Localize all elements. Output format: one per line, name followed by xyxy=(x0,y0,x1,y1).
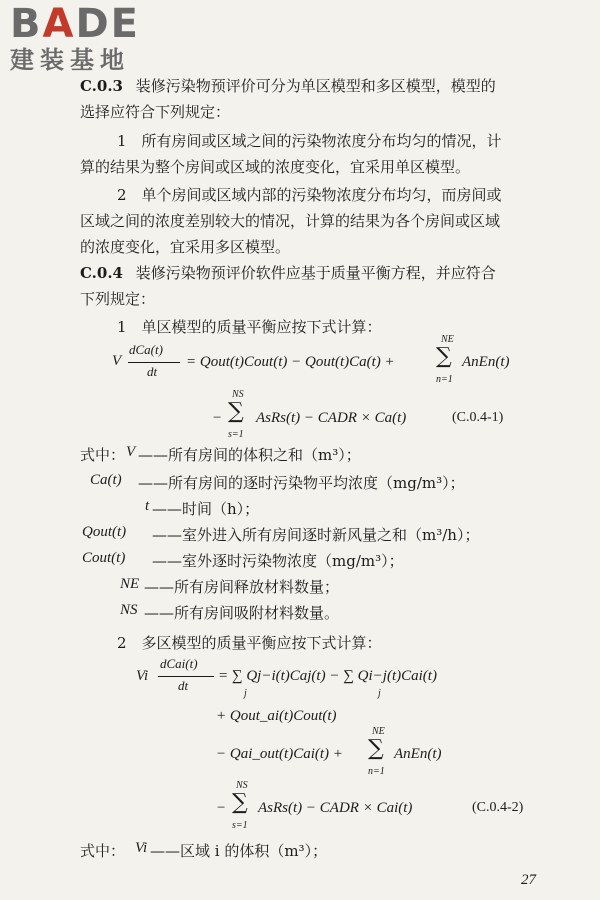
item1-line1: 1 所有房间或区域之间的污染物浓度分布均匀的情况，计 xyxy=(117,132,502,150)
para-c004 xyxy=(80,262,496,284)
eq2-sum-top: NE xyxy=(372,726,385,737)
clause-number: C.0.4 xyxy=(80,264,123,282)
sub1-heading: 1 单区模型的质量平衡应按下式计算： xyxy=(117,318,382,336)
definition: ——所有房间释放材料数量； xyxy=(144,578,340,596)
eq2-term: AnEn(t) xyxy=(394,746,442,762)
eq1-sum1-top: NE xyxy=(441,334,454,345)
eq1-term1: AnEn(t) xyxy=(462,354,510,370)
eq1-lhs: V xyxy=(112,353,122,369)
eq2-line3: − Qai_out(t)Cai(t) + xyxy=(216,746,343,762)
eq2-line2: + Qout_ai(t)Cout(t) xyxy=(216,708,337,724)
watermark-sub: 建装基地 xyxy=(10,46,130,74)
eq2-fraction-bar xyxy=(158,676,214,677)
watermark-brand-accent: A xyxy=(42,1,76,47)
item2-line2: 区域之间的浓度差别较大的情况，计算的结果为各个房间或区域 xyxy=(80,212,501,230)
minus-sign: − xyxy=(212,410,223,426)
where-intro: 式中： xyxy=(80,446,126,464)
symbol: NS xyxy=(120,602,138,618)
definition: ——所有房间吸附材料数量。 xyxy=(144,604,340,622)
definition: ——室外进入所有房间逐时新风量之和（m³/h）； xyxy=(152,526,480,544)
eq2-lhs: Vi xyxy=(136,668,149,684)
symbol: V xyxy=(126,444,136,460)
watermark-logo xyxy=(10,2,140,74)
watermark-brand: BADE xyxy=(10,1,140,47)
symbol: Ca(t) xyxy=(90,472,122,488)
eq1-sum2-top: NS xyxy=(232,389,244,400)
eq1-rhs: = Qout(t)Cout(t) − Qout(t)Ca(t) + xyxy=(186,354,395,370)
clause-number: C.0.3 xyxy=(80,77,123,95)
eq2-line4: AsRs(t) − CADR × Cai(t) xyxy=(258,800,413,816)
definition: ——所有房间的体积之和（m³）； xyxy=(138,446,361,464)
para-c003 xyxy=(80,75,496,97)
eq2-sum-bottom: n=1 xyxy=(368,766,385,777)
symbol: Qout(t) xyxy=(82,524,127,540)
definition: ——时间（h）； xyxy=(152,500,260,518)
symbol: NE xyxy=(120,576,140,592)
eq2-tag: (C.0.4-2) xyxy=(472,800,524,815)
item1-line2: 算的结果为整个房间或区域的浓度变化，宜采用单区模型。 xyxy=(80,158,471,176)
eq1-line2: AsRs(t) − CADR × Ca(t) xyxy=(256,410,407,426)
minus-sign: − xyxy=(216,800,227,816)
symbol: Vi xyxy=(135,840,148,856)
item2-line1: 2 单个房间或区域内部的污染物浓度分布均匀，而房间或 xyxy=(117,186,502,204)
eq2-sum2-top: NS xyxy=(236,780,248,791)
symbol: t xyxy=(145,498,150,514)
para-c003-cont: 选择应符合下列规定： xyxy=(80,103,231,121)
symbol: Cout(t) xyxy=(82,550,126,566)
eq2-sum2-bottom: s=1 xyxy=(232,820,248,831)
sum-symbol: ∑ xyxy=(368,736,384,761)
eq1-sum2-bottom: s=1 xyxy=(228,429,244,440)
sum-symbol: ∑ xyxy=(436,344,452,369)
eq2-rhs: = ∑ Qj−i(t)Caj(t) − ∑ Qi−j(t)Cai(t) xyxy=(218,668,437,684)
eq1-sum1-bottom: n=1 xyxy=(436,374,453,385)
eq2-sum-index: j xyxy=(378,688,381,699)
where-intro: 式中： xyxy=(80,842,126,860)
definition: ——区域 i 的体积（m³）； xyxy=(150,842,328,860)
page-number: 27 xyxy=(521,872,536,888)
clause-text: 装修污染物预评价可分为单区模型和多区模型，模型的 xyxy=(135,77,496,95)
sub2-heading: 2 多区模型的质量平衡应按下式计算： xyxy=(117,634,382,652)
item2-line3: 的浓度变化，宜采用多区模型。 xyxy=(80,238,291,256)
eq1-tag: (C.0.4-1) xyxy=(452,410,504,425)
definition: ——所有房间的逐时污染物平均浓度（mg/m³）； xyxy=(138,474,465,492)
para-c004-cont: 下列规定： xyxy=(80,290,156,308)
eq1-denominator: dt xyxy=(147,364,158,379)
eq1-numerator: dCa(t) xyxy=(129,342,163,357)
clause-text: 装修污染物预评价软件应基于质量平衡方程，并应符合 xyxy=(135,264,496,282)
eq2-numerator: dCai(t) xyxy=(160,656,198,671)
eq2-denominator: dt xyxy=(178,678,189,693)
eq1-fraction-bar xyxy=(128,362,180,363)
sum-symbol: ∑ xyxy=(228,399,244,424)
eq2-sum-index: j xyxy=(244,688,247,699)
sum-symbol: ∑ xyxy=(232,790,248,815)
definition: ——室外逐时污染物浓度（mg/m³）； xyxy=(152,552,404,570)
